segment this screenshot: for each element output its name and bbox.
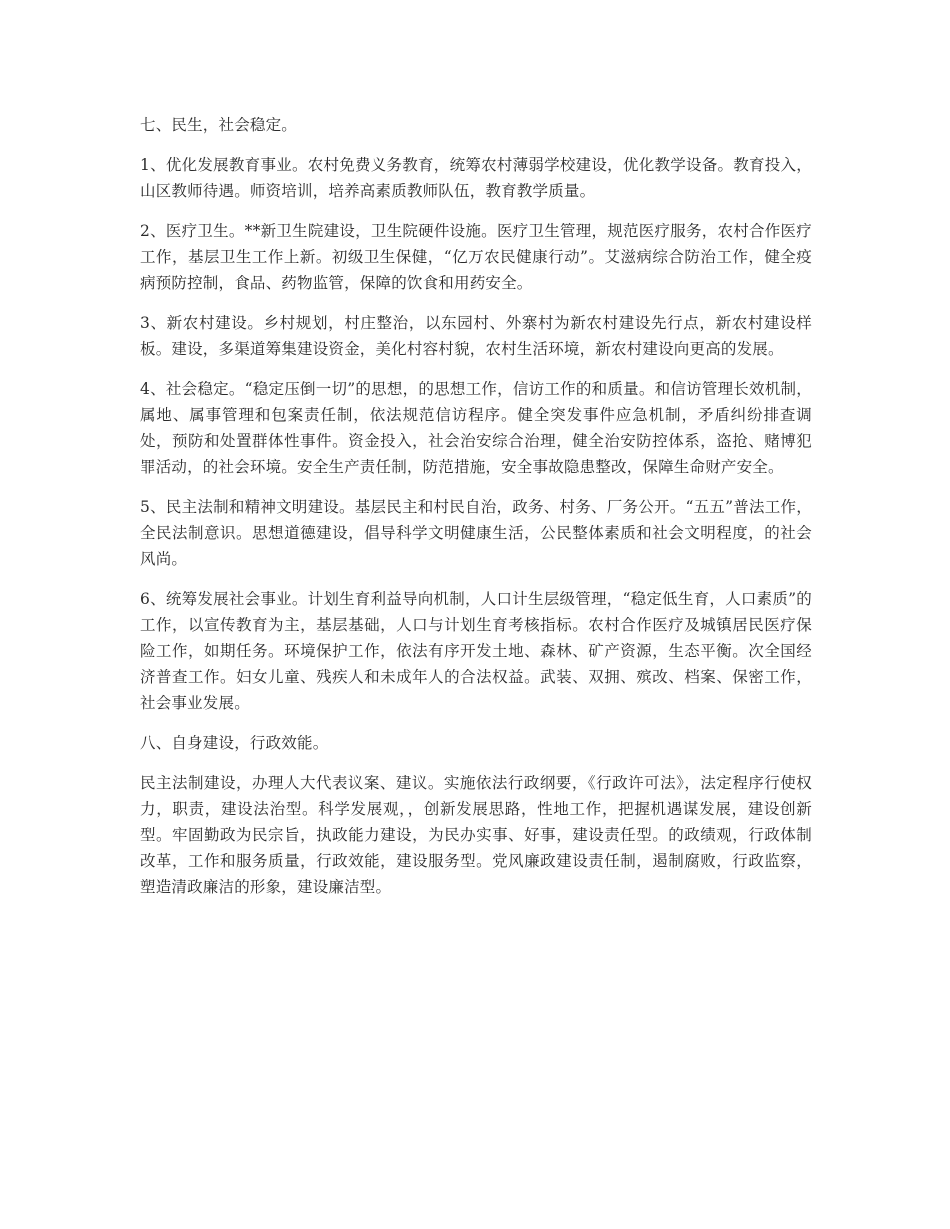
paragraph-education: 1、优化发展教育事业。农村免费义务教育，统筹农村薄弱学校建设，优化教学设备。教育投入，山区教师待遇。师资培训，培养高素质教师队伍，教育教学质量。 xyxy=(140,156,812,200)
section-heading-8: 八、自身建设，行政效能。 xyxy=(140,734,329,752)
paragraph-self-construction: 民主法制建设，办理人大代表议案、建议。实施依法行政纲要，《行政许可法》，法定程序行使权力，职责，建设法治型。科学发展观，，创新发展思路，性地工作，把握机遇谋发展，建设创新型。牢固勤政为民宗旨，执政能力建设，为民办实事、好事，建设责任型。的政绩观，行政体制改革，工作和服务质量，行政效能，建设服务型。党风廉政建设责任制，遏制腐败，行政监察，塑造清政廉洁的形象，建设廉洁型。 xyxy=(140,774,812,896)
paragraph-social-undertakings: 6、统筹发展社会事业。计划生育利益导向机制，人口计生层级管理，“稳定低生育，人口素质”的工作，以宣传教育为主，基层基础，人口与计划生育考核指标。农村合作医疗及城镇居民医疗保险工作，如期任务。环境保护工作，依法有序开发土地、森林、矿产资源，生态平衡。次全国经济普查工作。妇女儿童、残疾人和未成年人的合法权益。武装、双拥、殡改、档案、保密工作，社会事业发展。 xyxy=(140,590,812,712)
paragraph-social-stability: 4、社会稳定。“稳定压倒一切”的思想，的思想工作，信访工作的和质量。和信访管理长效机制，属地、属事管理和包案责任制，依法规范信访程序。健全突发事件应急机制，矛盾纠纷排查调处，预防和处置群体性事件。资金投入，社会治安综合治理，健全治安防控体系，盗抢、赌博犯罪活动，的社会环境。安全生产责任制，防范措施，安全事故隐患整改，保障生命财产安全。 xyxy=(140,380,812,476)
paragraph-democracy-legal-system: 5、民主法制和精神文明建设。基层民主和村民自治，政务、村务、厂务公开。“五五”普法工作，全民法制意识。思想道德建设，倡导科学文明健康生活，公民整体素质和社会文明程度，的社会风尚。 xyxy=(140,498,812,568)
document-body xyxy=(140,112,812,914)
paragraph-healthcare: 2、医疗卫生。**新卫生院建设，卫生院硬件设施。医疗卫生管理，规范医疗服务，农村合作医疗工作，基层卫生工作上新。初级卫生保健，“亿万农民健康行动”。艾滋病综合防治工作，健全疫病预防控制，食品、药物监管，保障的饮食和用药安全。 xyxy=(140,222,812,292)
section-heading-7: 七、民生，社会稳定。 xyxy=(140,116,298,134)
paragraph-new-rural-construction: 3、新农村建设。乡村规划，村庄整治，以东园村、外寨村为新农村建设先行点，新农村建设样板。建设，多渠道筹集建设资金，美化村容村貌，农村生活环境，新农村建设向更高的发展。 xyxy=(140,314,812,358)
